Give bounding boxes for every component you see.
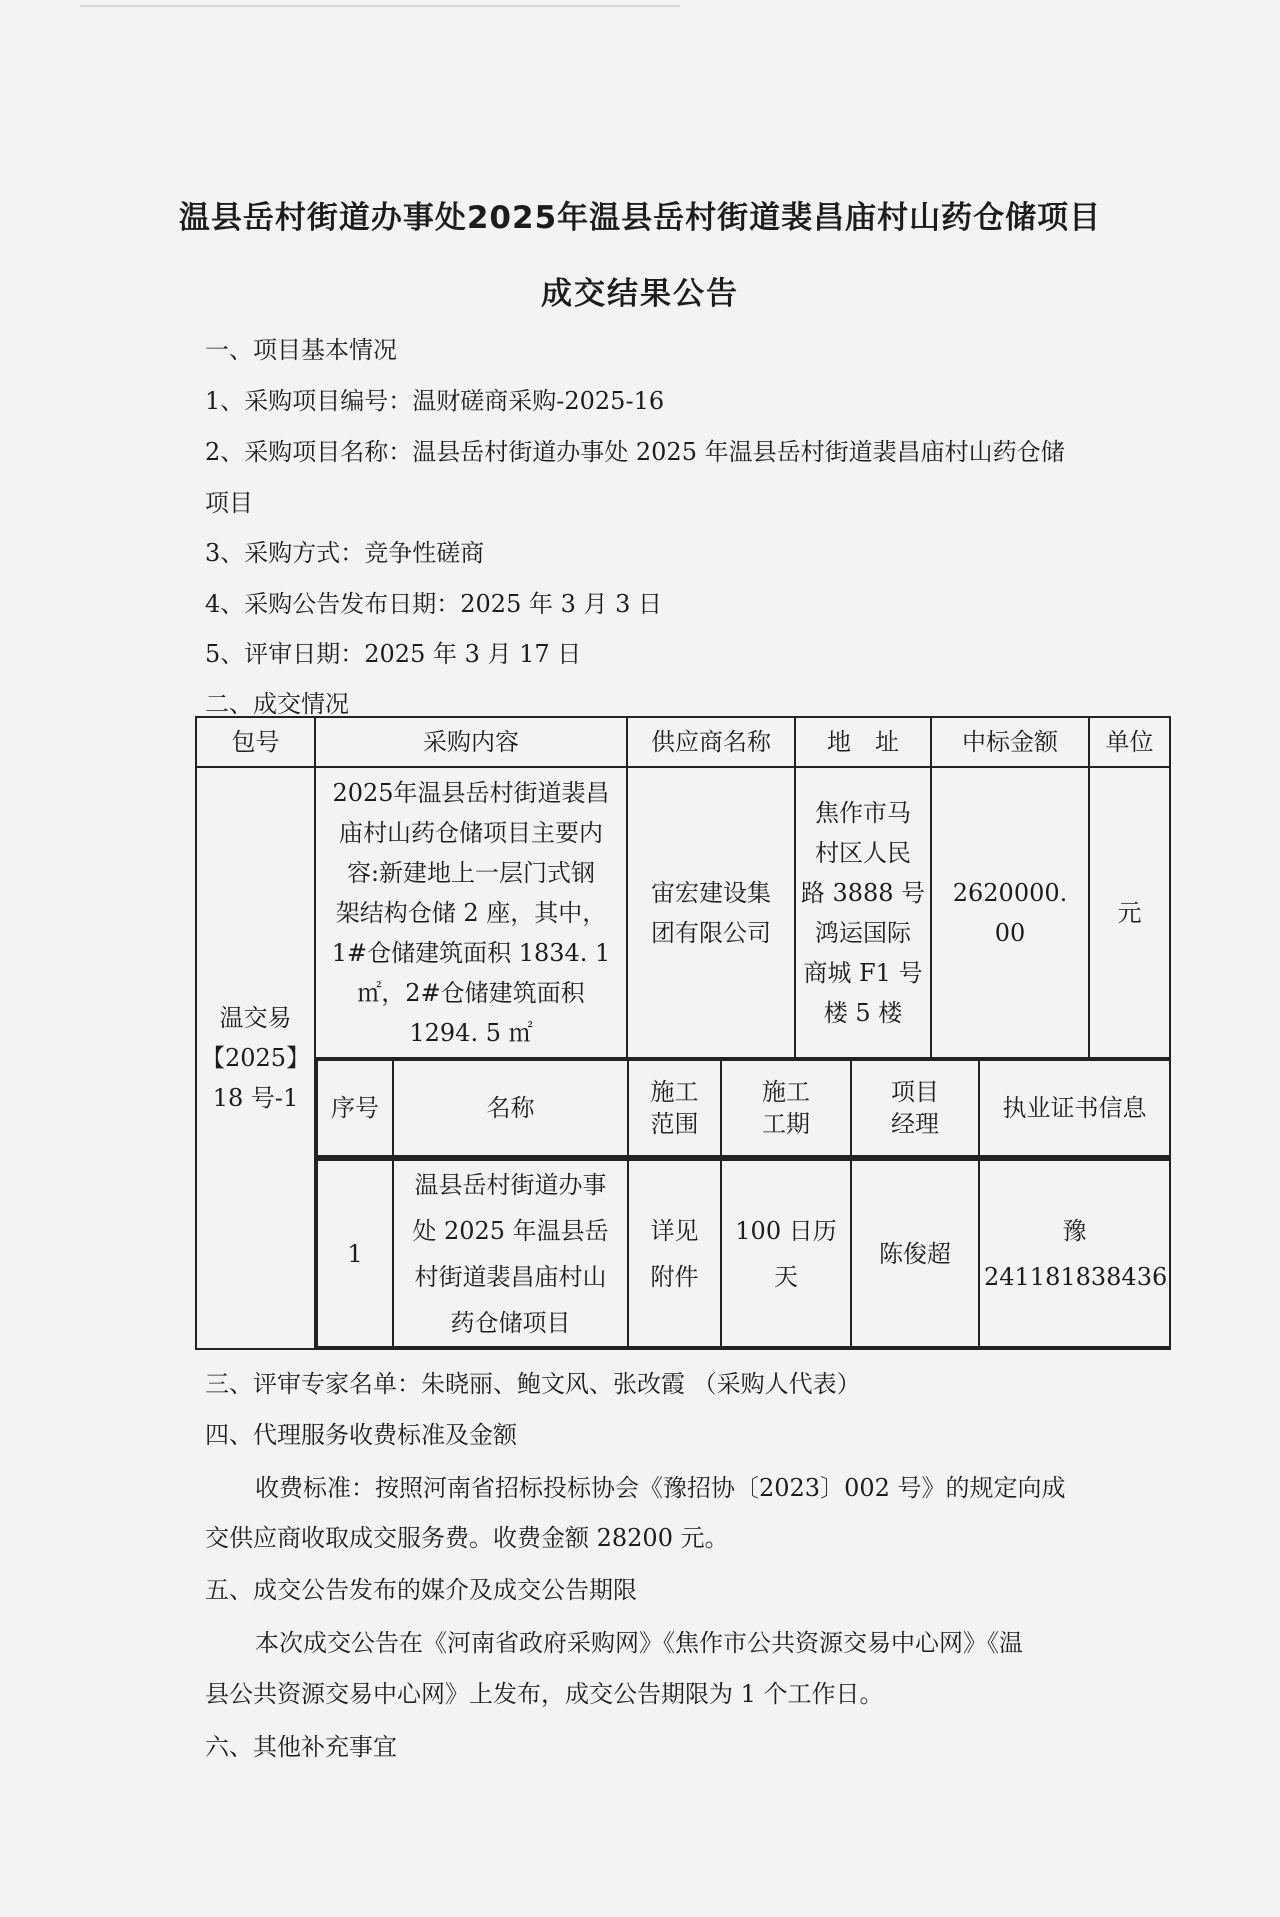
row-scope <box>628 1160 721 1347</box>
sub-header-period-line: 工期 <box>762 1110 810 1139</box>
row-cert-line: 241181838436 <box>984 1262 1168 1291</box>
content-line: 容:新建地上一层门式钢 <box>346 858 596 887</box>
row-name-line: 药仓储项目 <box>450 1308 571 1337</box>
package-number-cell <box>196 767 315 1349</box>
package-number-line: 18 号-1 <box>212 1084 299 1113</box>
section5-text-cont: 县公共资源交易中心网》上发布，成交公告期限为 1 个工作日。 <box>205 1680 884 1708</box>
project-number: 1、采购项目编号：温财磋商采购-2025-16 <box>205 387 665 415</box>
sub-header-row <box>196 1058 1170 1158</box>
sub-header-scope <box>628 1060 721 1156</box>
content-line: 1294. 5 ㎡ <box>409 1018 533 1047</box>
supplier-line: 宙宏建设集 <box>651 878 771 907</box>
row-period-line: 100 日历 <box>735 1216 837 1245</box>
header-package: 包号 <box>196 717 315 767</box>
award-table <box>195 716 1171 1350</box>
row-period-line: 天 <box>774 1262 798 1291</box>
row-scope-line: 详见 <box>650 1216 699 1245</box>
sub-data-row <box>196 1158 1170 1349</box>
header-address: 地 址 <box>795 717 931 767</box>
doc-subtitle: 成交结果公告 <box>541 276 739 312</box>
content-line: ㎡，2#仓储建筑面积 <box>357 978 585 1007</box>
sub-header-manager-line: 项目 <box>891 1078 939 1107</box>
section6-heading: 六、其他补充事宜 <box>205 1733 397 1761</box>
row-name-line: 温县岳村街道办事 <box>414 1170 607 1199</box>
unit-cell: 元 <box>1089 767 1170 1058</box>
address-line: 焦作市马 <box>815 798 911 827</box>
content-line: 庙村山药仓储项目主要内 <box>339 818 603 847</box>
content-line: 2025年温县岳村街道裴昌 <box>332 778 610 807</box>
address-line: 路 3888 号 <box>800 878 926 907</box>
top-edge-line <box>80 0 680 7</box>
content-line: 1#仓储建筑面积 1834. 1 <box>331 938 611 967</box>
section2-heading: 二、成交情况 <box>205 690 349 718</box>
content-line: 架结构仓储 2 座，其中， <box>335 898 607 927</box>
sub-header-manager <box>851 1060 979 1156</box>
row-cert <box>979 1160 1170 1347</box>
sub-header-name: 名称 <box>393 1060 628 1156</box>
sub-header-scope-line: 施工 <box>650 1078 699 1107</box>
header-amount: 中标金额 <box>931 717 1089 767</box>
sub-data-table <box>316 1159 1171 1348</box>
sub-header-seq: 序号 <box>317 1060 393 1156</box>
section4-text: 收费标准：按照河南省招标投标协会《豫招协〔2023〕002 号》的规定向成 <box>255 1474 1066 1502</box>
sub-header-manager-line: 经理 <box>891 1110 939 1139</box>
sub-header-cert: 执业证书信息 <box>979 1060 1170 1156</box>
row-name <box>393 1160 628 1347</box>
section4-text-cont: 交供应商收取成交服务费。收费金额 28200 元。 <box>205 1524 729 1552</box>
table-row <box>196 767 1170 1058</box>
sub-header-scope-line: 范围 <box>650 1110 699 1139</box>
header-content: 采购内容 <box>315 717 627 767</box>
address-line: 商城 F1 号 <box>803 958 923 987</box>
section1-heading: 一、项目基本情况 <box>205 336 397 364</box>
supplier-cell <box>627 767 795 1058</box>
row-manager: 陈俊超 <box>851 1160 979 1347</box>
sub-header-period-line: 施工 <box>762 1078 810 1107</box>
section3-experts: 三、评审专家名单：朱晓丽、鲍文风、张改霞 （采购人代表） <box>205 1370 861 1398</box>
review-date: 5、评审日期：2025 年 3 月 17 日 <box>205 640 582 668</box>
package-number-line: 【2025】 <box>201 1044 311 1073</box>
announcement-date: 4、采购公告发布日期：2025 年 3 月 3 日 <box>205 590 663 618</box>
project-name: 2、采购项目名称：温县岳村街道办事处 2025 年温县岳村街道裴昌庙村山药仓储 <box>205 438 1065 466</box>
project-name-cont: 项目 <box>205 489 253 517</box>
section4-heading: 四、代理服务收费标准及金额 <box>205 1421 517 1449</box>
section5-text: 本次成交公告在《河南省政府采购网》《焦作市公共资源交易中心网》《温 <box>255 1629 1023 1657</box>
procurement-method: 3、采购方式：竞争性磋商 <box>205 539 485 567</box>
package-number-line: 温交易 <box>219 1004 292 1033</box>
sub-header-period <box>721 1060 851 1156</box>
header-unit: 单位 <box>1089 717 1170 767</box>
row-scope-line: 附件 <box>650 1262 699 1291</box>
header-supplier: 供应商名称 <box>627 717 795 767</box>
address-line: 村区人民 <box>815 838 911 867</box>
table-header-row <box>196 717 1170 767</box>
amount-cell: 2620000. 00 <box>931 767 1089 1058</box>
row-name-line: 处 2025 年温县岳 <box>412 1216 609 1245</box>
sub-header-table <box>316 1059 1171 1157</box>
row-period <box>721 1160 851 1347</box>
row-name-line: 村街道裴昌庙村山 <box>414 1262 607 1291</box>
content-cell <box>315 767 627 1058</box>
address-cell <box>795 767 931 1058</box>
section5-heading: 五、成交公告发布的媒介及成交公告期限 <box>205 1576 637 1604</box>
row-seq: 1 <box>317 1160 393 1347</box>
supplier-line: 团有限公司 <box>651 918 771 947</box>
row-cert-line: 豫 <box>1062 1216 1087 1245</box>
address-line: 楼 5 楼 <box>823 998 903 1027</box>
doc-title: 温县岳村街道办事处2025年温县岳村街道裴昌庙村山药仓储项目 <box>178 200 1102 236</box>
address-line: 鸿运国际 <box>815 918 911 947</box>
